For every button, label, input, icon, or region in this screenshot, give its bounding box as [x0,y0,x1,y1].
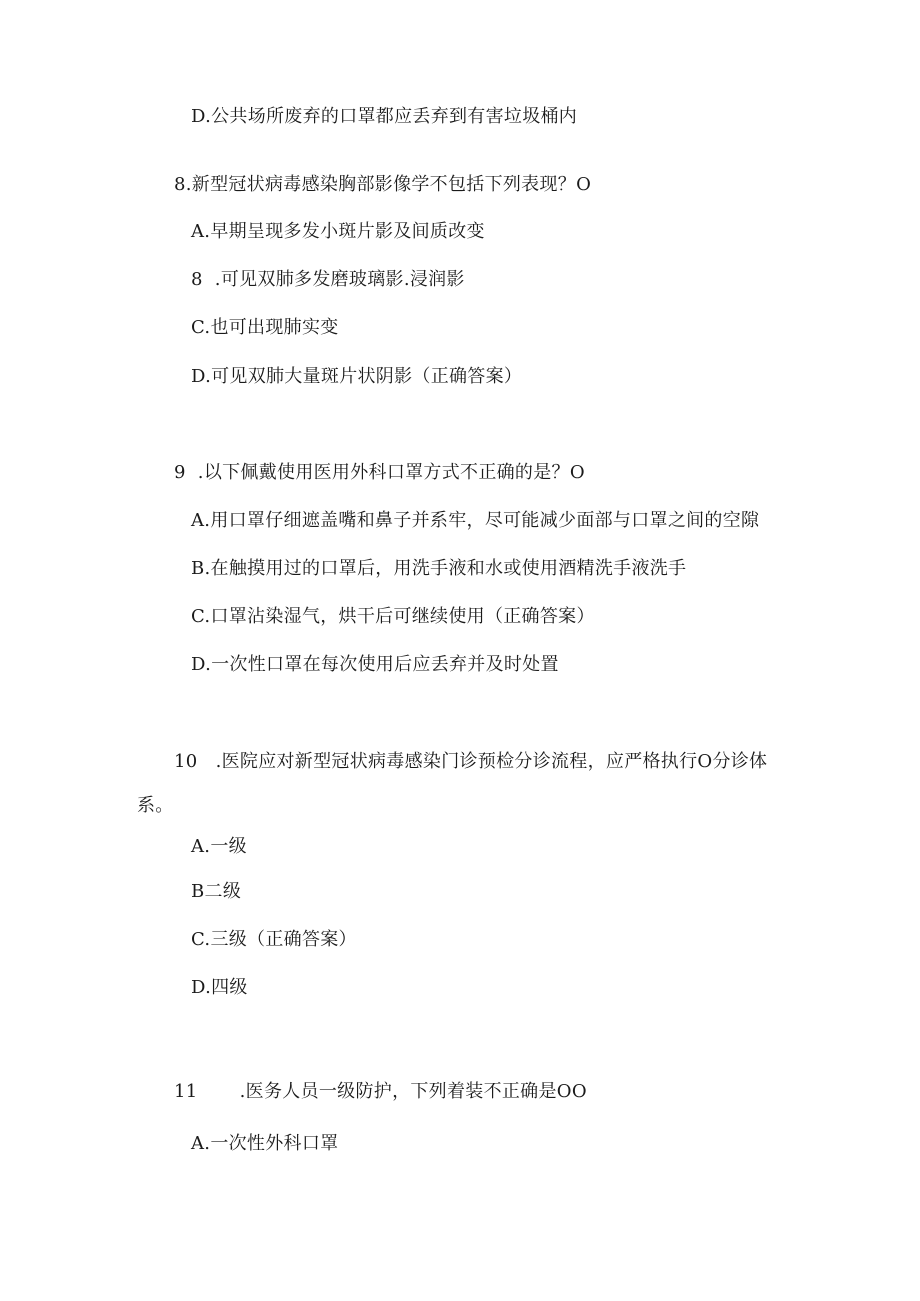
question-11: 11 .医务人员一级防护，下列着装不正确是OO [174,1081,587,1102]
q9-option-d: D.一次性口罩在每次使用后应丢弃并及时处置 [191,654,559,675]
q8-option-b: 8 .可见双肺多发磨玻璃影.浸润影 [191,269,465,290]
question-10: 10 .医院应对新型冠状病毒感染门诊预检分诊流程，应严格执行O分诊体 [174,751,768,772]
q8-option-a: A.早期呈现多发小斑片影及间质改变 [191,221,485,242]
question-10-continuation: 系。 [137,795,174,816]
q9-option-c: C.口罩沾染湿气，烘干后可继续使用（正确答案） [191,606,595,627]
q8-option-c: C.也可出现肺实变 [191,317,339,338]
q10-option-c: C.三级（正确答案） [191,929,357,950]
q10-option-a: A.一级 [191,836,247,857]
q9-option-b: B.在触摸用过的口罩后，用洗手液和水或使用酒精洗手液洗手 [191,558,687,579]
question-9: 9 .以下佩戴使用医用外科口罩方式不正确的是？O [174,462,585,483]
q9-option-a: A.用口罩仔细遮盖嘴和鼻子并系牢，尽可能减少面部与口罩之间的空隙 [191,510,760,531]
q8-option-d: D.可见双肺大量斑片状阴影（正确答案） [191,366,523,387]
q10-option-b: B二级 [191,881,242,902]
q7-option-d: D.公共场所废弃的口罩都应丢弃到有害垃圾桶内 [191,106,578,127]
q10-option-d: D.四级 [191,977,248,998]
q11-option-a: A.一次性外科口罩 [191,1133,339,1154]
question-8: 8.新型冠状病毒感染胸部影像学不包括下列表现？O [174,174,592,195]
